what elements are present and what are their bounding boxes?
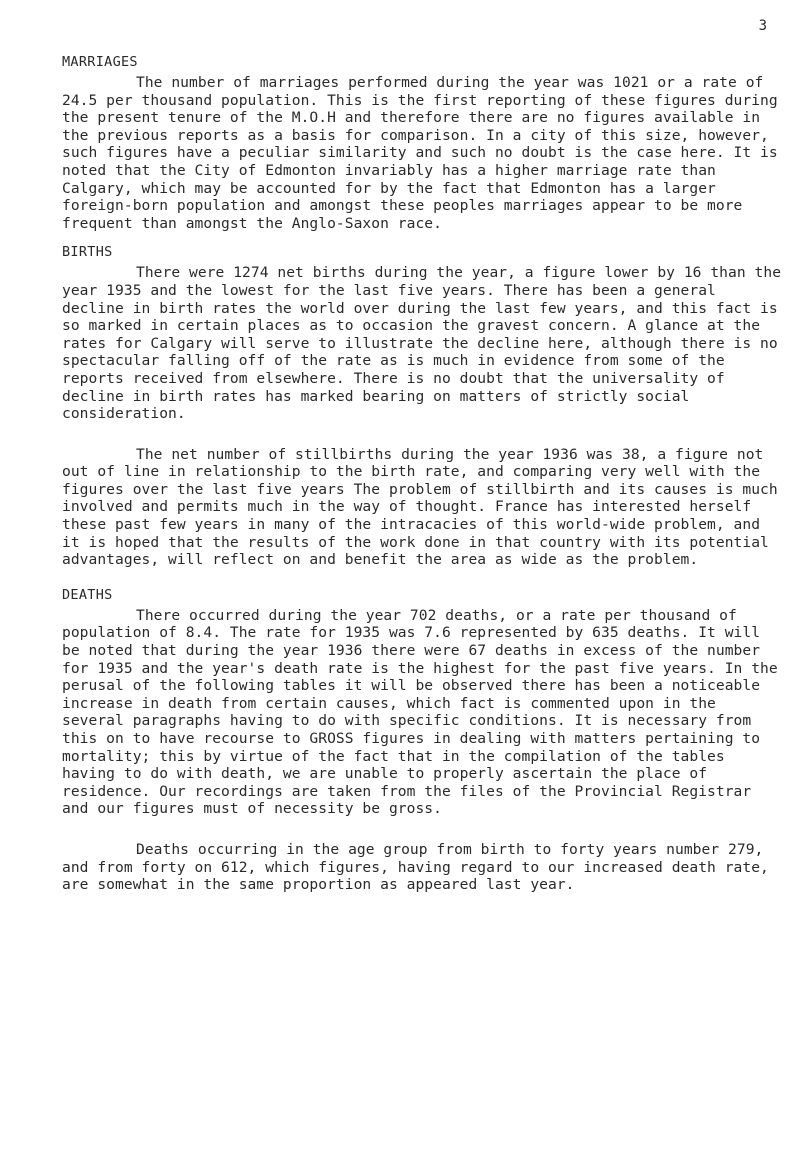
paragraph-deaths-2: Deaths occurring in the age group from birth to forty years number 279, and from forty on 612, which figures, having regard to our increased death rate, are somewhat in the same proportion as appeared last year. — [62, 840, 769, 894]
paragraph-births-1: There were 1274 net births during the year, a figure lower by 16 than the year 1935 and the lowest for the last five years. There has been a general decline in birth rates the world over during the last few years, and this fact is so marked in certain places as to occasion the gravest concern. A glance at the rates for Calgary will serve to illustrate the decline here, although there is no spectacular falling off of the rate as is much in evidence from some of the reports received from elsewhere. There is no doubt that the universality of decline in birth rates has marked bearing on matters of strictly social consideration. — [62, 264, 782, 423]
section-heading-marriages: MARRIAGES — [62, 54, 138, 70]
section-heading-deaths: DEATHS — [62, 586, 113, 603]
paragraph-deaths-1: There occurred during the year 702 deaths, or a rate per thousand of population of 8.4. The rate for 1935 was 7.6 represented by 635 deaths. It will be noted that during the year 1936 there were 67 deaths in excess of the number for 1935 and the year's death rate is the highest for the past five years. In the perusal of the following tables it will be observed there has been a noticeable increase in death from certain causes, which fact is commented upon in the several paragraphs having to do with specific conditions. It is necessary from this on to have recourse to GROSS figures in dealing with matters pertaining to mortality; this by virtue of the fact that in the compilation of the tables having to do with death, we are unable to properly ascertain the place of residence. Our recordings are taken from the files of the Provincial Registrar and our figures must of necessity be gross. — [62, 606, 778, 818]
section-heading-births: BIRTHS — [62, 244, 113, 261]
document-body — [62, 54, 782, 894]
page-number: 3 — [758, 18, 767, 34]
section-marriages — [62, 54, 782, 232]
section-deaths — [62, 587, 782, 894]
section-births — [62, 244, 782, 569]
paragraph-births-2: The net number of stillbirths during the year 1936 was 38, a figure not out of line in relationship to the birth rate, and comparing very well with the figures over the last five years The problem of stillbirth and its causes is much involved and permits much in the way of thought. France has interested herself these past few years in many of the intracacies of this world-wide problem, and it is hoped that the results of the work done in that country with its potential advantages, will reflect on and benefit the area as wide as the problem. — [62, 445, 778, 569]
paragraph-marriages-1: The number of marriages performed during the year was 1021 or a rate of 24.5 per thousand population. This is the first reporting of these figures during the present tenure of the M.O.H and therefore there are no figures available in the previous reports as a basis for comparison. In a city of this size, however, such figures have a peculiar similarity and such no doubt is the case here. It is noted that the City of Edmonton invariably has a higher marriage rate than Calgary, which may be accounted for by the fact that Edmonton has a larger foreign-born population and amongst these peoples marriages appear to be more frequent than amongst the Anglo-Saxon race. — [62, 74, 778, 232]
